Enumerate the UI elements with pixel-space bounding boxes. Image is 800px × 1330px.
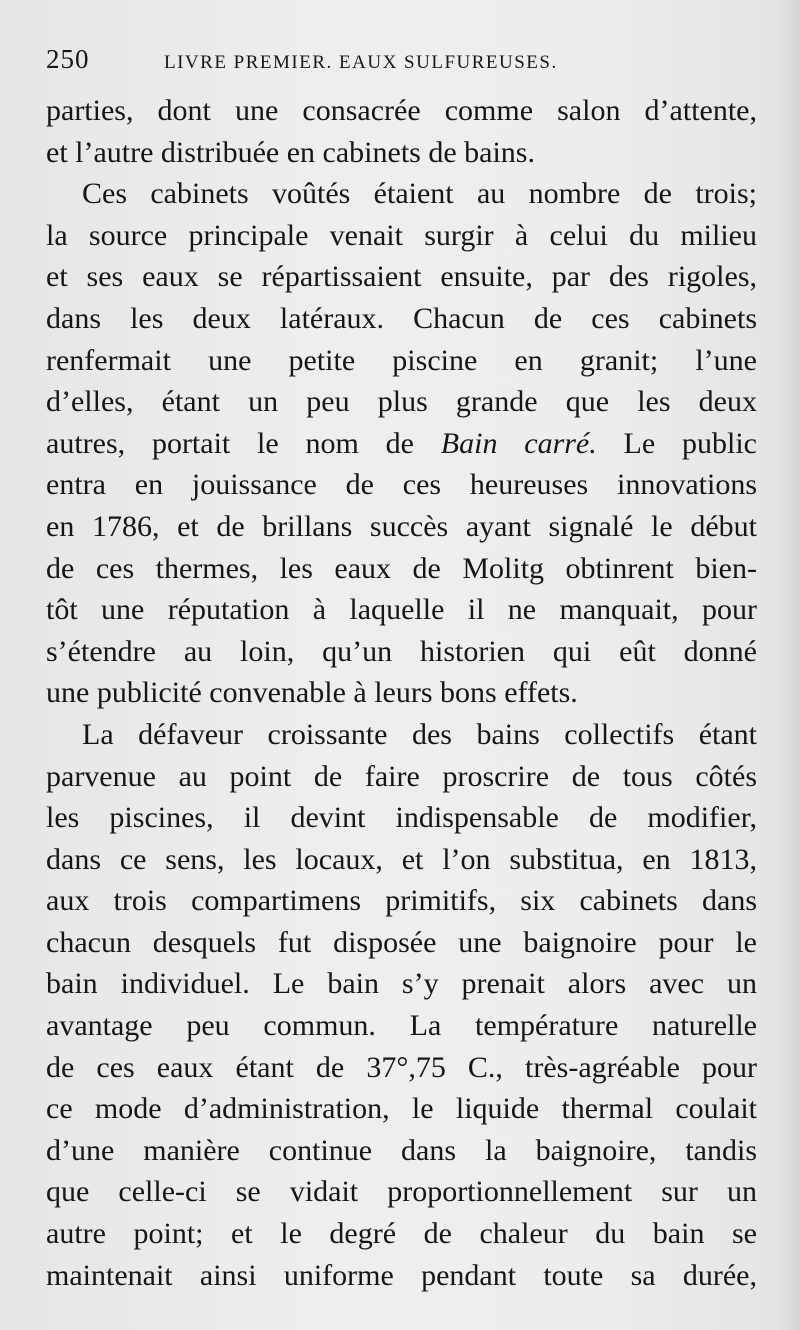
text-line: Ces cabinets voûtés étaient au nombre de trois; [82, 177, 757, 211]
text-line: La défaveur croissante des bains collectifs étant [82, 717, 757, 751]
text-line: parties, dont une consacrée comme salon d’attente, [46, 94, 757, 127]
text-line: d’elles, étant un peu plus grande que les deux [46, 385, 757, 419]
text-line: dans les deux latéraux. Chacun de ces cabinets [46, 301, 757, 335]
italic-term: Bain carré. [440, 426, 597, 460]
page-number: 250 [46, 44, 90, 74]
text-line: d’une manière continue dans la baignoire, tandis [46, 1133, 757, 1167]
text-line: parvenue au point de faire proscrire de tous côtés [46, 759, 757, 793]
page-edge-shadow [776, 0, 800, 1330]
text-line: une publicité convenable à leurs bons effets. [46, 676, 578, 710]
text-line: et ses eaux se répartissaient ensuite, par des rigoles, [46, 260, 757, 294]
body-text [46, 90, 757, 1296]
text-line: et l’autre distribuée en cabinets de bains. [46, 135, 535, 169]
text-line: entra en jouissance de ces heureuses innovations [46, 468, 757, 502]
text-line: dans ce sens, les locaux, et l’on substitua, en 1813, [46, 842, 757, 876]
page-header [46, 44, 760, 78]
text-line: en 1786, et de brillans succès ayant signalé le début [46, 509, 757, 543]
text-segment: Le public [596, 426, 757, 460]
text-segment: autres, portait le nom de [46, 426, 441, 460]
text-line: de ces eaux étant de 37°,75 C., très-agréable pour [46, 1050, 757, 1084]
text-line: les piscines, il devint indispensable de modifier, [46, 801, 757, 835]
text-line: renfermait une petite piscine en granit; l’une [46, 343, 757, 377]
text-line: la source principale venait surgir à celui du milieu [46, 218, 757, 252]
text-line: autre point; et le degré de chaleur du bain se [46, 1217, 757, 1251]
text-line: de ces thermes, les eaux de Molitg obtinrent bien- [46, 551, 757, 585]
text-line: que celle-ci se vidait proportionnellement sur un [46, 1175, 757, 1209]
text-line: avantage peu commun. La température naturelle [46, 1009, 757, 1043]
text-line: maintenait ainsi uniforme pendant toute sa durée, [46, 1258, 757, 1292]
running-head: LIVRE PREMIER. EAUX SULFUREUSES. [164, 52, 558, 73]
text-line: s’étendre au loin, qu’un historien qui eût donné [46, 634, 757, 668]
text-line: tôt une réputation à laquelle il ne manquait, pour [46, 593, 757, 627]
text-line-with-italic [46, 423, 757, 465]
text-line: aux trois compartimens primitifs, six cabinets dans [46, 884, 757, 918]
text-line: bain individuel. Le bain s’y prenait alors avec un [46, 967, 757, 1001]
text-line: chacun desquels fut disposée une baignoire pour le [46, 925, 757, 959]
text-line: ce mode d’administration, le liquide thermal coulait [46, 1092, 757, 1126]
